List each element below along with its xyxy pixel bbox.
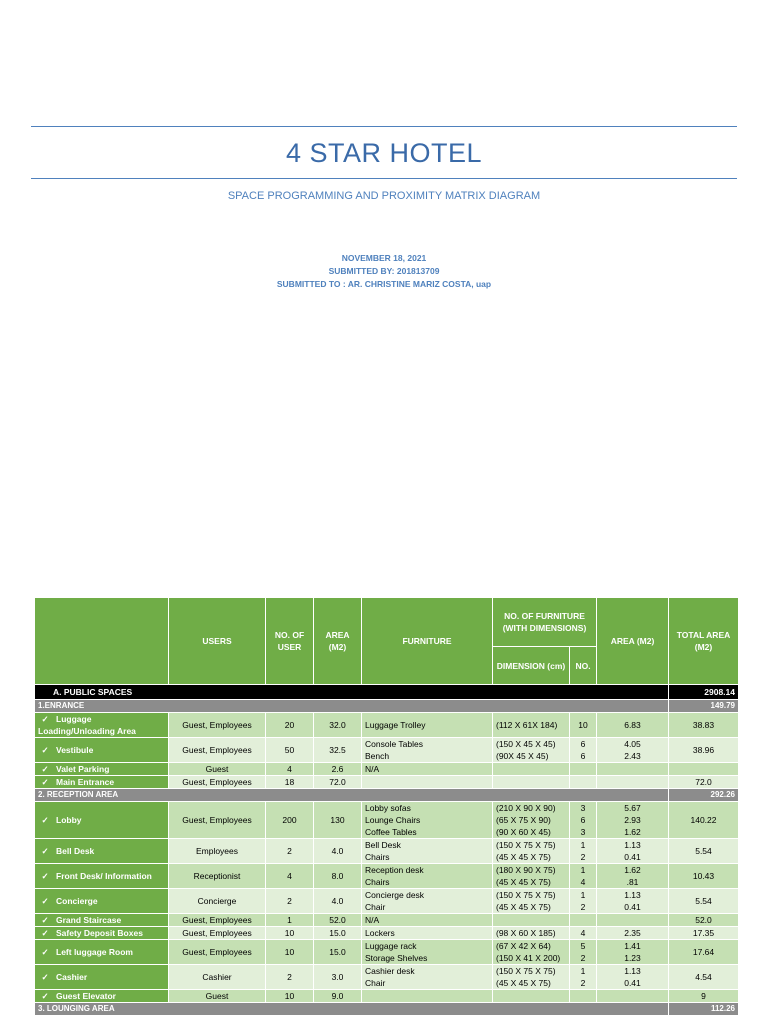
section-label: A. PUBLIC SPACES <box>35 685 669 700</box>
no-of-user-cell: 20 <box>266 713 314 738</box>
furniture-cell-line: Concierge desk <box>365 890 425 900</box>
check-icon: ✓ <box>41 991 49 1001</box>
furniture-cell <box>362 802 493 839</box>
document-subtitle: SPACE PROGRAMMING AND PROXIMITY MATRIX DIAGRAM <box>227 190 541 202</box>
furniture-cell <box>362 839 493 864</box>
furniture-area-cell <box>597 965 669 990</box>
header-no: NO. <box>570 647 597 685</box>
furniture-cell-line: Cashier desk <box>365 966 415 976</box>
furniture-count-cell-line: 2 <box>580 852 586 862</box>
furniture-cell-line: Lobby sofas <box>365 803 411 813</box>
furniture-area-cell-line: 0.41 <box>624 902 641 912</box>
dimension-cell <box>493 927 570 940</box>
furniture-area-cell <box>597 802 669 839</box>
area-cell: 4.0 <box>314 889 362 914</box>
dimension-cell <box>493 738 570 763</box>
dimension-cell-line: (65 X 75 X 90) <box>496 815 551 825</box>
total-area-cell: 4.54 <box>669 965 739 990</box>
total-area-cell: 52.0 <box>669 914 739 927</box>
table-row <box>35 889 739 914</box>
furniture-cell <box>362 738 493 763</box>
dimension-cell <box>493 776 570 789</box>
check-icon: ✓ <box>41 714 49 724</box>
furniture-count-cell-line: 1 <box>580 865 586 875</box>
dimension-cell-line: (67 X 42 X 64) <box>496 941 551 951</box>
furniture-cell-line: Chair <box>365 902 386 912</box>
furniture-area-cell <box>597 940 669 965</box>
space-name <box>35 802 169 839</box>
furniture-cell-line: Chair <box>365 978 386 988</box>
users-cell: Guest, Employees <box>169 940 266 965</box>
no-of-user-cell: 2 <box>266 889 314 914</box>
check-icon: ✓ <box>41 777 49 787</box>
furniture-count-cell-line: 1 <box>580 966 586 976</box>
dimension-cell-line: (90X 45 X 45) <box>496 751 549 761</box>
no-of-user-cell: 18 <box>266 776 314 789</box>
users-cell: Concierge <box>169 889 266 914</box>
table-row <box>35 927 739 940</box>
check-icon: ✓ <box>41 972 49 982</box>
space-name <box>35 914 169 927</box>
no-of-user-cell: 200 <box>266 802 314 839</box>
users-cell: Guest, Employees <box>169 802 266 839</box>
area-cell: 15.0 <box>314 940 362 965</box>
table-row <box>35 776 739 789</box>
furniture-cell-line: N/A <box>365 764 380 774</box>
subsection-lounging <box>35 1003 739 1016</box>
users-cell: Guest <box>169 990 266 1003</box>
furniture-count-cell <box>570 738 597 763</box>
space-programming-table <box>34 597 739 1016</box>
no-of-user-cell: 1 <box>266 914 314 927</box>
no-of-user-cell: 2 <box>266 839 314 864</box>
furniture-cell-line: Chairs <box>365 877 390 887</box>
users-cell: Guest, Employees <box>169 713 266 738</box>
space-name <box>35 990 169 1003</box>
dimension-cell-line: (45 X 45 X 75) <box>496 852 551 862</box>
dimension-cell-line: (150 X 41 X 200) <box>496 953 561 963</box>
section-public-spaces <box>35 685 739 700</box>
subsection-total: 112.26 <box>669 1003 739 1016</box>
furniture-area-cell <box>597 776 669 789</box>
check-icon: ✓ <box>41 846 49 856</box>
dimension-cell <box>493 965 570 990</box>
furniture-area-cell-line: 1.23 <box>624 953 641 963</box>
furniture-cell-line: Bell Desk <box>365 840 401 850</box>
furniture-area-cell-line: 1.62 <box>624 827 641 837</box>
furniture-cell-line: Luggage rack <box>365 941 417 951</box>
space-name <box>35 864 169 889</box>
dimension-cell-line: (210 X 90 X 90) <box>496 803 556 813</box>
submitted-to: SUBMITTED TO : AR. CHRISTINE MARIZ COSTA, uap <box>276 279 492 289</box>
space-name-label: Lobby <box>56 815 82 825</box>
furniture-count-cell-line: 4 <box>580 877 586 887</box>
furniture-count-cell-line: 6 <box>580 739 586 749</box>
furniture-area-cell-line: 0.41 <box>624 852 641 862</box>
furniture-count-cell <box>570 763 597 776</box>
furniture-area-cell-line: 1.13 <box>624 840 641 850</box>
subsection-total: 292.26 <box>669 789 739 802</box>
users-cell: Guest, Employees <box>169 738 266 763</box>
area-cell: 8.0 <box>314 864 362 889</box>
furniture-area-cell <box>597 864 669 889</box>
space-name <box>35 738 169 763</box>
area-cell: 72.0 <box>314 776 362 789</box>
subsection-total: 149.79 <box>669 700 739 713</box>
no-of-user-cell: 10 <box>266 940 314 965</box>
header-no-of-user: NO. OF USER <box>266 598 314 685</box>
furniture-count-cell <box>570 914 597 927</box>
subsection-label: 2. RECEPTION AREA <box>35 789 669 802</box>
table-row <box>35 738 739 763</box>
check-icon: ✓ <box>41 928 49 938</box>
space-name <box>35 713 169 738</box>
space-name-label: Bell Desk <box>56 846 95 856</box>
furniture-area-cell-line: 0.41 <box>624 978 641 988</box>
total-area-cell: 72.0 <box>669 776 739 789</box>
dimension-cell <box>493 802 570 839</box>
header-area: AREA (M2) <box>314 598 362 685</box>
users-cell: Cashier <box>169 965 266 990</box>
area-cell: 32.5 <box>314 738 362 763</box>
furniture-count-cell <box>570 864 597 889</box>
dimension-cell-line: (90 X 60 X 45) <box>496 827 551 837</box>
header-total-area: TOTAL AREA (M2) <box>669 598 739 685</box>
total-area-cell: 5.54 <box>669 889 739 914</box>
furniture-count-cell-line: 1 <box>580 890 586 900</box>
users-cell: Receptionist <box>169 864 266 889</box>
table-row <box>35 965 739 990</box>
total-area-cell: 38.83 <box>669 713 739 738</box>
no-of-user-cell: 50 <box>266 738 314 763</box>
furniture-count-cell <box>570 839 597 864</box>
furniture-area-cell-line: 2.43 <box>624 751 641 761</box>
furniture-cell-line: Lockers <box>365 928 395 938</box>
furniture-area-cell-line: 1.62 <box>624 865 641 875</box>
space-name <box>35 889 169 914</box>
dimension-cell <box>493 763 570 776</box>
furniture-area-cell <box>597 990 669 1003</box>
furniture-count-cell-line: 2 <box>580 953 586 963</box>
space-name <box>35 763 169 776</box>
space-name-label: Vestibule <box>56 745 94 755</box>
total-area-cell <box>669 763 739 776</box>
dimension-cell-line: (150 X 45 X 45) <box>496 739 556 749</box>
furniture-count-cell-line: 6 <box>580 751 586 761</box>
table-row <box>35 802 739 839</box>
furniture-area-cell <box>597 713 669 738</box>
total-area-cell: 140.22 <box>669 802 739 839</box>
area-cell: 15.0 <box>314 927 362 940</box>
furniture-cell-line: Chairs <box>365 852 390 862</box>
no-of-user-cell: 4 <box>266 763 314 776</box>
space-name-label: Valet Parking <box>56 764 110 774</box>
furniture-count-cell-line: 3 <box>580 827 586 837</box>
furniture-count-cell <box>570 889 597 914</box>
subsection-label: 1.ENRANCE <box>35 700 669 713</box>
check-icon: ✓ <box>41 871 49 881</box>
furniture-cell-line: Coffee Tables <box>365 827 417 837</box>
table-row <box>35 864 739 889</box>
furniture-count-cell-line: 6 <box>580 815 586 825</box>
furniture-count-cell <box>570 965 597 990</box>
furniture-area-cell <box>597 738 669 763</box>
no-of-user-cell: 10 <box>266 990 314 1003</box>
users-cell: Guest, Employees <box>169 914 266 927</box>
total-area-cell: 17.35 <box>669 927 739 940</box>
space-name <box>35 927 169 940</box>
furniture-cell <box>362 776 493 789</box>
dimension-cell <box>493 990 570 1003</box>
area-cell: 2.6 <box>314 763 362 776</box>
furniture-area-cell-line: 1.13 <box>624 966 641 976</box>
furniture-area-cell-line: 1.13 <box>624 890 641 900</box>
furniture-cell <box>362 990 493 1003</box>
dimension-cell <box>493 914 570 927</box>
title-rule <box>31 178 737 179</box>
check-icon: ✓ <box>41 947 49 957</box>
furniture-count-cell-line: 10 <box>578 720 588 730</box>
space-name-label: Guest Elevator <box>56 991 116 1001</box>
furniture-count-cell-line: 2 <box>580 902 586 912</box>
furniture-area-cell <box>597 927 669 940</box>
area-cell: 3.0 <box>314 965 362 990</box>
table-row <box>35 990 739 1003</box>
area-cell: 52.0 <box>314 914 362 927</box>
date: NOVEMBER 18, 2021 <box>341 253 427 263</box>
furniture-count-cell-line: 1 <box>580 840 586 850</box>
no-of-user-cell: 2 <box>266 965 314 990</box>
furniture-count-cell <box>570 990 597 1003</box>
dimension-cell-line: (98 X 60 X 185) <box>496 928 556 938</box>
furniture-cell <box>362 763 493 776</box>
furniture-cell <box>362 927 493 940</box>
space-name-label: Front Desk/ Information <box>56 871 152 881</box>
furniture-count-cell-line: 5 <box>580 941 586 951</box>
dimension-cell <box>493 713 570 738</box>
top-rule <box>31 126 737 127</box>
furniture-count-cell <box>570 927 597 940</box>
users-cell: Employees <box>169 839 266 864</box>
area-cell: 130 <box>314 802 362 839</box>
check-icon: ✓ <box>41 764 49 774</box>
check-icon: ✓ <box>41 896 49 906</box>
header-dimension: DIMENSION (cm) <box>493 647 570 685</box>
subsection-entrance <box>35 700 739 713</box>
furniture-count-cell-line: 3 <box>580 803 586 813</box>
dimension-cell-line: (45 X 45 X 75) <box>496 902 551 912</box>
furniture-cell <box>362 713 493 738</box>
dimension-cell <box>493 864 570 889</box>
space-name-label: Safety Deposit Boxes <box>56 928 143 938</box>
furniture-cell-line: Lounge Chairs <box>365 815 421 825</box>
furniture-cell <box>362 965 493 990</box>
check-icon: ✓ <box>41 815 49 825</box>
furniture-cell <box>362 864 493 889</box>
space-name-label: Left luggage Room <box>56 947 133 957</box>
dimension-cell-line: (45 X 45 X 75) <box>496 877 551 887</box>
no-of-user-cell: 10 <box>266 927 314 940</box>
dimension-cell-line: (180 X 90 X 75) <box>496 865 556 875</box>
subsection-label: 3. LOUNGING AREA <box>35 1003 669 1016</box>
space-name-label: Main Entrance <box>56 777 115 787</box>
users-cell: Guest, Employees <box>169 927 266 940</box>
furniture-area-cell-line: 2.93 <box>624 815 641 825</box>
table-row <box>35 914 739 927</box>
dimension-cell-line: (150 X 75 X 75) <box>496 840 556 850</box>
dimension-cell-line: (112 X 61X 184) <box>496 720 558 730</box>
table-row <box>35 713 739 738</box>
furniture-cell-line: Reception desk <box>365 865 424 875</box>
header-no-of-furniture: NO. OF FURNITURE (WITH DIMENSIONS) <box>493 598 597 647</box>
space-name-label: Concierge <box>56 896 98 906</box>
furniture-count-cell-line: 4 <box>580 928 586 938</box>
users-cell: Guest, Employees <box>169 776 266 789</box>
table-row <box>35 763 739 776</box>
furniture-area-cell-line: 4.05 <box>624 739 641 749</box>
users-cell: Guest <box>169 763 266 776</box>
dimension-cell <box>493 940 570 965</box>
space-name <box>35 940 169 965</box>
furniture-count-cell <box>570 940 597 965</box>
check-icon: ✓ <box>41 745 49 755</box>
dimension-cell <box>493 889 570 914</box>
header-area-m2: AREA (M2) <box>597 598 669 685</box>
furniture-count-cell <box>570 802 597 839</box>
dimension-cell-line: (150 X 75 X 75) <box>496 890 556 900</box>
space-name-label: Grand Staircase <box>56 915 122 925</box>
area-cell: 9.0 <box>314 990 362 1003</box>
no-of-user-cell: 4 <box>266 864 314 889</box>
area-cell: 32.0 <box>314 713 362 738</box>
furniture-area-cell-line: 5.67 <box>624 803 641 813</box>
furniture-cell <box>362 889 493 914</box>
furniture-cell-line: Bench <box>365 751 390 761</box>
area-cell: 4.0 <box>314 839 362 864</box>
space-name <box>35 839 169 864</box>
furniture-cell <box>362 914 493 927</box>
furniture-area-cell-line: 1.41 <box>624 941 641 951</box>
furniture-count-cell <box>570 776 597 789</box>
total-area-cell: 38.96 <box>669 738 739 763</box>
subsection-reception <box>35 789 739 802</box>
furniture-count-cell <box>570 713 597 738</box>
furniture-area-cell <box>597 914 669 927</box>
section-total: 2908.14 <box>669 685 739 700</box>
dimension-cell-line: (45 X 45 X 75) <box>496 978 551 988</box>
check-icon: ✓ <box>41 915 49 925</box>
furniture-cell-line: N/A <box>365 915 380 925</box>
furniture-cell <box>362 940 493 965</box>
total-area-cell: 5.54 <box>669 839 739 864</box>
furniture-count-cell-line: 2 <box>580 978 586 988</box>
dimension-cell-line: (150 X 75 X 75) <box>496 966 556 976</box>
furniture-cell-line: Console Tables <box>365 739 423 749</box>
furniture-area-cell <box>597 763 669 776</box>
furniture-cell-line: Luggage Trolley <box>365 720 426 730</box>
furniture-area-cell <box>597 889 669 914</box>
header-users: USERS <box>169 598 266 685</box>
furniture-cell-line: Storage Shelves <box>365 953 428 963</box>
furniture-area-cell-line: 6.83 <box>624 720 641 730</box>
total-area-cell: 17.64 <box>669 940 739 965</box>
table-row <box>35 940 739 965</box>
dimension-cell <box>493 839 570 864</box>
document-title: 4 STAR HOTEL <box>285 138 483 168</box>
space-name-label: Luggage Loading/Unloading Area <box>38 714 136 736</box>
furniture-area-cell-line: .81 <box>626 877 639 887</box>
furniture-area-cell <box>597 839 669 864</box>
submitted-by: SUBMITTED BY: 201813709 <box>328 266 440 276</box>
space-name <box>35 965 169 990</box>
header-space <box>35 598 169 685</box>
table-row <box>35 839 739 864</box>
space-name-label: Cashier <box>56 972 88 982</box>
furniture-area-cell-line: 2.35 <box>624 928 641 938</box>
space-name <box>35 776 169 789</box>
total-area-cell: 9 <box>669 990 739 1003</box>
total-area-cell: 10.43 <box>669 864 739 889</box>
header-furniture: FURNITURE <box>362 598 493 685</box>
